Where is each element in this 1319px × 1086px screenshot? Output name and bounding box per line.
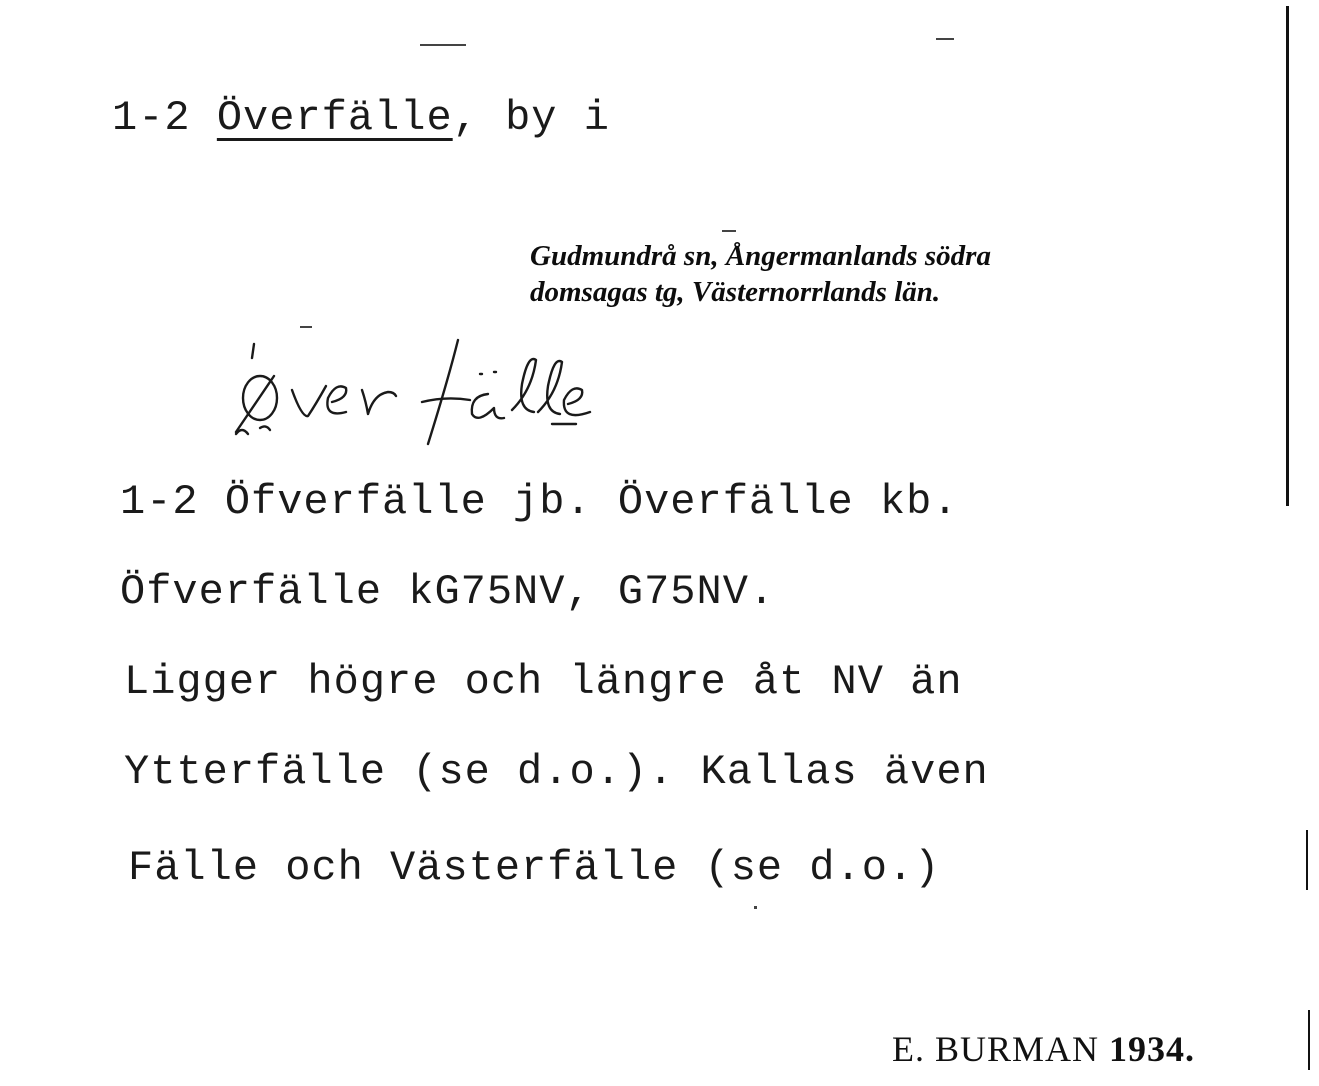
card-edge-lower	[1306, 830, 1308, 890]
heading-number: 1-2	[112, 94, 191, 142]
signature-name: E. BURMAN	[892, 1029, 1100, 1069]
scan-mark	[300, 326, 312, 328]
heading-rest: , by i	[452, 94, 610, 142]
card-edge	[1286, 6, 1289, 506]
card-heading	[112, 94, 610, 142]
scan-mark	[754, 906, 757, 909]
line-2: Öfverfälle kG75NV, G75NV.	[120, 568, 776, 616]
handwritten-name	[222, 330, 792, 450]
headword: Överfälle	[216, 94, 453, 142]
signature	[892, 1028, 1195, 1070]
card-edge-bottom	[1308, 1010, 1310, 1070]
location-line-1: Gudmundrå sn, Ångermanlands södra	[530, 240, 991, 272]
scan-mark	[936, 38, 954, 40]
scan-mark	[722, 230, 736, 232]
location-label	[530, 238, 991, 310]
line-3: Ligger högre och längre åt NV än	[124, 658, 963, 706]
line-5: Fälle och Västerfälle (se d.o.)	[128, 844, 941, 892]
signature-year: 1934.	[1109, 1029, 1196, 1069]
line-4: Ytterfälle (se d.o.). Kallas även	[124, 748, 989, 796]
scan-mark	[420, 44, 466, 46]
line-1: 1-2 Öfverfälle jb. Överfälle kb.	[120, 478, 959, 526]
location-line-2: domsagas tg, Västernorrlands län.	[530, 276, 941, 308]
